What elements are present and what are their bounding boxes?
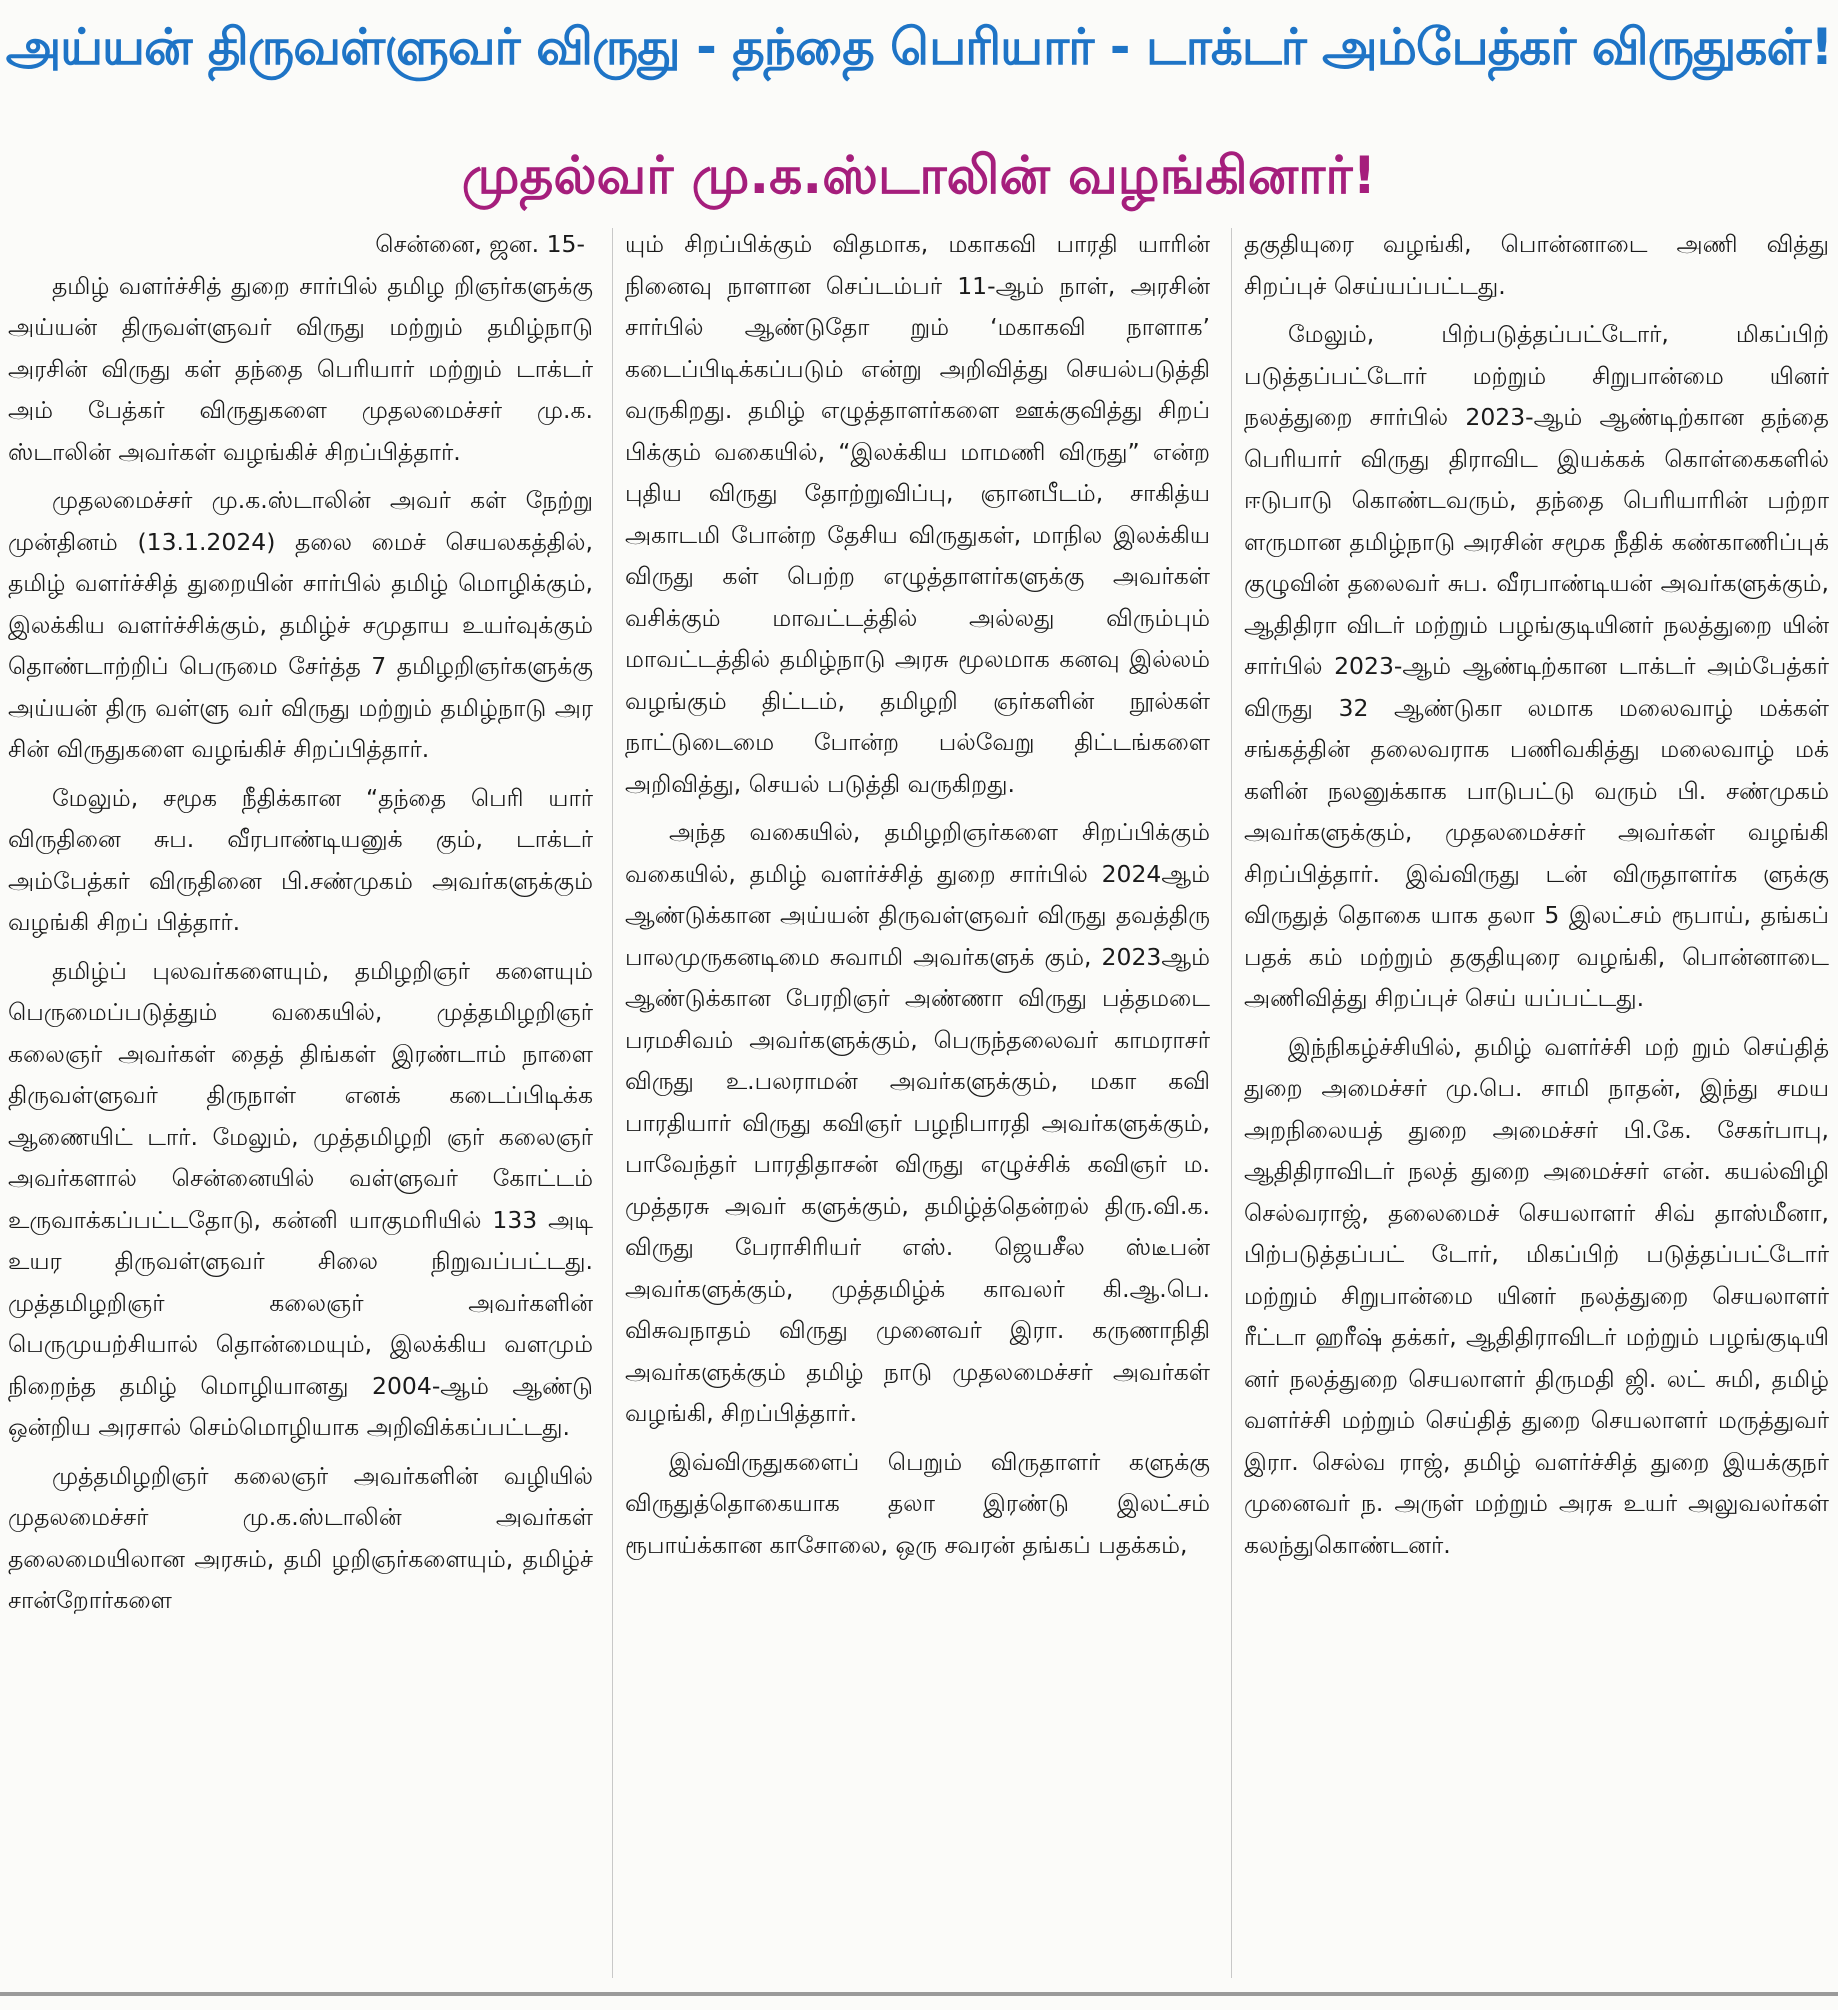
- paragraph: மேலும், பிற்படுத்தப்பட்டோர், மிகப்பிற் படுத்தப்பட்டோர் மற்றும் சிறுபான்மை யினர் நலத்துறை சார்பில் 2023-ஆம் ஆண்டிற்கான தந்தை பெரியார் விருது திராவிட இயக்கக் கொள்கைகளில் ஈடுபாடு கொண்டவரும், தந்தை பெரியாரின் பற்றா ளருமான தமிழ்நாடு அரசின் சமூக நீதிக் கண்காணிப்புக் குழுவின் தலைவர் சுப. வீரபாண்டியன் அவர்களுக்கும், ஆதிதிரா விடர் மற்றும் பழங்குடியினர் நலத்துறை யின் சார்பில் 2023-ஆம் ஆண்டிற்கான டாக்டர் அம்பேத்கர் விருது 32 ஆண்டுகா லமாக மலைவாழ் மக்கள் சங்கத்தின் தலைவராக பணிவகித்து மலைவாழ் மக் களின் நலனுக்காக பாடுபட்டு வரும் பி. சண்முகம் அவர்களுக்கும், முதலமைச்சர் அவர்கள் வழங்கி சிறப்பித்தார். இவ்விருது டன் விருதாளர்க ளுக்கு விருதுத் தொகை யாக தலா 5 இலட்சம் ரூபாய், தங்கப் பதக் கம் மற்றும் தகுதியுரை வழங்கி, பொன்னாடை அணிவித்து சிறப்புச் செய் யப்பட்டது.: [1244, 320, 1829, 1012]
- headline-primary: அய்யன் திருவள்ளுவர் விருது - தந்தை பெரியார் - டாக்டர் அம்பேத்கர் விருதுகள்!: [5, 18, 1833, 76]
- article-column-1: [8, 224, 593, 1984]
- article-column-2: [625, 224, 1210, 1984]
- paragraph: இந்நிகழ்ச்சியில், தமிழ் வளர்ச்சி மற் றும் செய்தித் துறை அமைச்சர் மு.பெ. சாமி நாதன், இந்து சமய அறநிலையத் துறை அமைச்சர் பி.கே. சேகர்பாபு, ஆதிதிராவிடர் நலத் துறை அமைச்சர் என். கயல்விழி செல்வராஜ், தலைமைச் செயலாளர் சிவ் தாஸ்மீனா, பிற்படுத்தப்பட் டோர், மிகப்பிற் படுத்தப்பட்டோர் மற்றும் சிறுபான்மை யினர் நலத்துறை செயலாளர் ரீட்டா ஹரீஷ் தக்கர், ஆதிதிராவிடர் மற்றும் பழங்குடியி னர் நலத்துறை செயலாளர் திருமதி ஜி. லட் சுமி, தமிழ் வளர்ச்சி மற்றும் செய்தித் துறை செயலாளர் மருத்துவர் இரா. செல்வ ராஜ், தமிழ் வளர்ச்சித் துறை இயக்குநர் முனைவர் ந. அருள் மற்றும் அரசு உயர் அலுவலர்கள் கலந்துகொண்டனர்.: [1244, 1032, 1829, 1559]
- paragraph: முத்தமிழறிஞர் கலைஞர் அவர்களின் வழியில் முதலமைச்சர் மு.க.ஸ்டாலின் அவர்கள் தலைமையிலான அரசும், தமி ழறிஞர்களையும், தமிழ்ச் சான்றோர்களை: [8, 1461, 593, 1614]
- paragraph: இவ்விருதுகளைப் பெறும் விருதாளர் களுக்கு விருதுத்தொகையாக தலா இரண்டு இலட்சம் ரூபாய்க்கான காசோலை, ஒரு சவரன் தங்கப் பதக்கம்,: [625, 1447, 1210, 1559]
- paragraph: முதலமைச்சர் மு.க.ஸ்டாலின் அவர் கள் நேற்று முன்தினம் (13.1.2024) தலை மைச் செயலகத்தில், தமிழ் வளர்ச்சித் துறையின் சார்பில் தமிழ் மொழிக்கும், இலக்கிய வளர்ச்சிக்கும், தமிழ்ச் சமுதாய உயர்வுக்கும் தொண்டாற்றிப் பெருமை சேர்த்த 7 தமிழறிஞர்களுக்கு அய்யன் திரு வள்ளு வர் விருது மற்றும் தமிழ்நாடு அர சின் விருதுகளை வழங்கிச் சிறப்பித்தார்.: [8, 486, 593, 763]
- article-column-3: [1244, 224, 1829, 1984]
- article-body: [0, 224, 1838, 1984]
- headline-secondary: முதல்வர் மு.க.ஸ்டாலின் வழங்கினார்!: [461, 146, 1377, 206]
- paragraph: யும் சிறப்பிக்கும் விதமாக, மகாகவி பாரதி யாரின் நினைவு நாளான செப்டம்பர் 11-ஆம் நாள், அரசின் சார்பில் ஆண்டுதோ றும் ‘மகாகவி நாளாக’ கடைப்பிடிக்கப்படும் என்று அறிவித்து செயல்படுத்தி வருகிறது. தமிழ் எழுத்தாளர்களை ஊக்குவித்து சிறப் பிக்கும் வகையில், “இலக்கிய மாமணி விருது” என்ற புதிய விருது தோற்றுவிப்பு, ஞானபீடம், சாகித்ய அகாடமி போன்ற தேசிய விருதுகள், மாநில இலக்கிய விருது கள் பெற்ற எழுத்தாளர்களுக்கு அவர்கள் வசிக்கும் மாவட்டத்தில் அல்லது விரும்பும் மாவட்டத்தில் தமிழ்நாடு அரசு மூலமாக கனவு இல்லம் வழங்கும் திட்டம், தமிழறி ஞர்களின் நூல்கள் நாட்டுடைமை போன்ற பல்வேறு திட்டங்களை அறிவித்து, செயல் படுத்தி வருகிறது.: [625, 230, 1210, 798]
- bottom-border: [0, 1992, 1838, 1996]
- paragraph: மேலும், சமூக நீதிக்கான “தந்தை பெரி யார் விருதினை சுப. வீரபாண்டியனுக் கும், டாக்டர் அம்பேத்கர் விருதினை பி.சண்முகம் அவர்களுக்கும் வழங்கி சிறப் பித்தார்.: [8, 783, 593, 936]
- paragraph: அந்த வகையில், தமிழறிஞர்களை சிறப்பிக்கும் வகையில், தமிழ் வளர்ச்சித் துறை சார்பில் 2024ஆம் ஆண்டுக்கான அய்யன் திருவள்ளுவர் விருது தவத்திரு பாலமுருகனடிமை சுவாமி அவர்களுக் கும், 2023ஆம் ஆண்டுக்கான பேரறிஞர் அண்ணா விருது பத்தமடை பரமசிவம் அவர்களுக்கும், பெருந்தலைவர் காமராசர் விருது உ.பலராமன் அவர்களுக்கும், மகா கவி பாரதியார் விருது கவிஞர் பழநிபாரதி அவர்களுக்கும், பாவேந்தர் பாரதிதாசன் விருது எழுச்சிக் கவிஞர் ம. முத்தரசு அவர் களுக்கும், தமிழ்த்தென்றல் திரு.வி.க. விருது பேராசிரியர் எஸ். ஜெயசீல ஸ்டீபன் அவர்களுக்கும், முத்தமிழ்க் காவலர் கி.ஆ.பெ. விசுவநாதம் விருது முனைவர் இரா. கருணாநிதி அவர்களுக்கும் தமிழ் நாடு முதலமைச்சர் அவர்கள் வழங்கி, சிறப்பித்தார்.: [625, 818, 1210, 1427]
- paragraph: தமிழ் வளர்ச்சித் துறை சார்பில் தமிழ றிஞர்களுக்கு அய்யன் திருவள்ளுவர் விருது மற்றும் தமிழ்நாடு அரசின் விருது கள் தந்தை பெரியார் மற்றும் டாக்டர் அம் பேத்கர் விருதுகளை முதலமைச்சர் மு.க. ஸ்டாலின் அவர்கள் வழங்கிச் சிறப்பித்தார்.: [8, 271, 593, 466]
- paragraph: தகுதியுரை வழங்கி, பொன்னாடை அணி வித்து சிறப்புச் செய்யப்பட்டது.: [1244, 230, 1829, 300]
- paragraph: தமிழ்ப் புலவர்களையும், தமிழறிஞர் களையும் பெருமைப்படுத்தும் வகையில், முத்தமிழறிஞர் கலைஞர் அவர்கள் தைத் திங்கள் இரண்டாம் நாளை திருவள்ளுவர் திருநாள் எனக் கடைப்பிடிக்க ஆணையிட் டார். மேலும், முத்தமிழறி ஞர் கலைஞர் அவர்களால் சென்னையில் வள்ளுவர் கோட்டம் உருவாக்கப்பட்டதோடு, கன்னி யாகுமரியில் 133 அடி உயர திருவள்ளுவர் சிலை நிறுவப்பட்டது. முத்தமிழறிஞர் கலைஞர் அவர்களின் பெருமுயற்சியால் தொன்மையும், இலக்கிய வளமும் நிறைந்த தமிழ் மொழியானது 2004-ஆம் ஆண்டு ஒன்றிய அரசால் செம்மொழியாக அறிவிக்கப்பட்டது.: [8, 956, 593, 1441]
- dateline: சென்னை, ஜன. 15-: [375, 230, 585, 258]
